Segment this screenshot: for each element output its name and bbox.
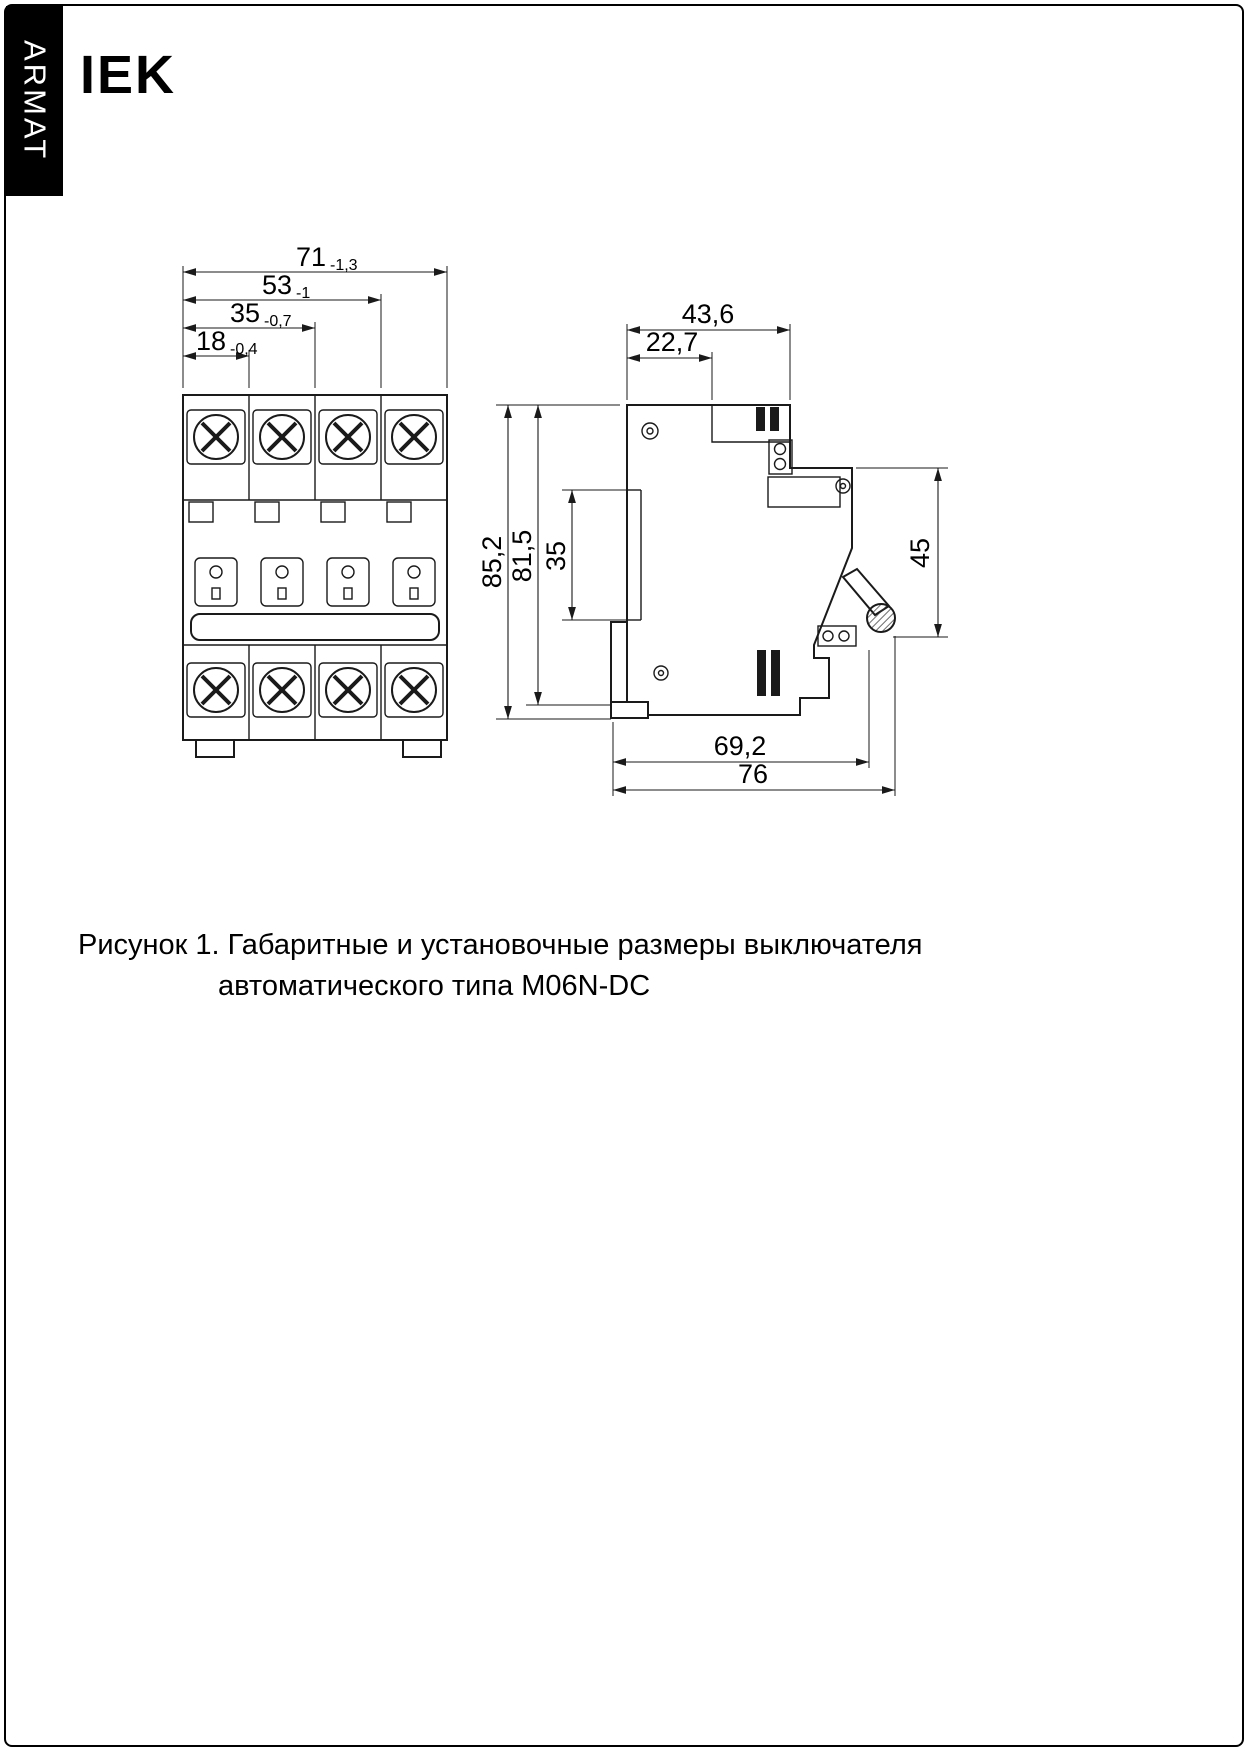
dim-label-35-side: 35 — [541, 540, 571, 572]
front-view-dimensions — [183, 242, 447, 388]
dim-label-53: 53 — [261, 270, 292, 300]
dim-43-6 — [627, 299, 790, 330]
dim-22-7 — [627, 327, 712, 358]
dim-label-71: 71 — [295, 242, 326, 272]
dim-69-2 — [613, 731, 869, 762]
dim-label-69-2: 69,2 — [713, 731, 767, 761]
dim-35-side — [541, 490, 627, 620]
caption-line1: Рисунок 1. Габаритные и установочные размеры выключателя — [78, 929, 923, 961]
dim-tolerance-71: -1,3 — [330, 257, 358, 274]
dim-width-53 — [183, 270, 381, 302]
dim-label-85-2: 85,2 — [477, 535, 507, 589]
handle-tie-bar — [191, 614, 439, 640]
dim-tolerance-53: -1 — [296, 285, 311, 302]
din-clip-foot — [611, 702, 648, 718]
dim-label-81-5: 81,5 — [507, 529, 537, 583]
front-view — [183, 395, 447, 757]
dim-label-22-7: 22,7 — [645, 327, 699, 357]
dim-label-43-6: 43,6 — [681, 299, 735, 329]
dim-76 — [613, 759, 895, 790]
dim-label-35: 35 — [229, 298, 260, 328]
toggle-lever-knob — [867, 604, 895, 632]
dim-label-45: 45 — [905, 537, 935, 569]
dim-81-5 — [507, 405, 538, 705]
din-clip — [611, 622, 627, 702]
dim-85-2 — [477, 405, 508, 719]
dim-label-18: 18 — [195, 326, 226, 356]
dim-label-76: 76 — [737, 759, 769, 789]
caption-line2: автоматического типа M06N-DC — [218, 970, 651, 1003]
figure-caption — [78, 925, 922, 1007]
side-view — [611, 405, 895, 718]
armat-brand-label: ARMAT — [17, 40, 53, 162]
iek-logo: IEK — [80, 45, 177, 105]
dim-tolerance-18: -0,4 — [230, 341, 258, 358]
dim-tolerance-35: -0,7 — [264, 313, 292, 330]
dim-width-71 — [183, 242, 447, 274]
mounting-foot-left — [196, 740, 234, 757]
dim-width-18 — [183, 326, 258, 358]
mounting-foot-right — [403, 740, 441, 757]
